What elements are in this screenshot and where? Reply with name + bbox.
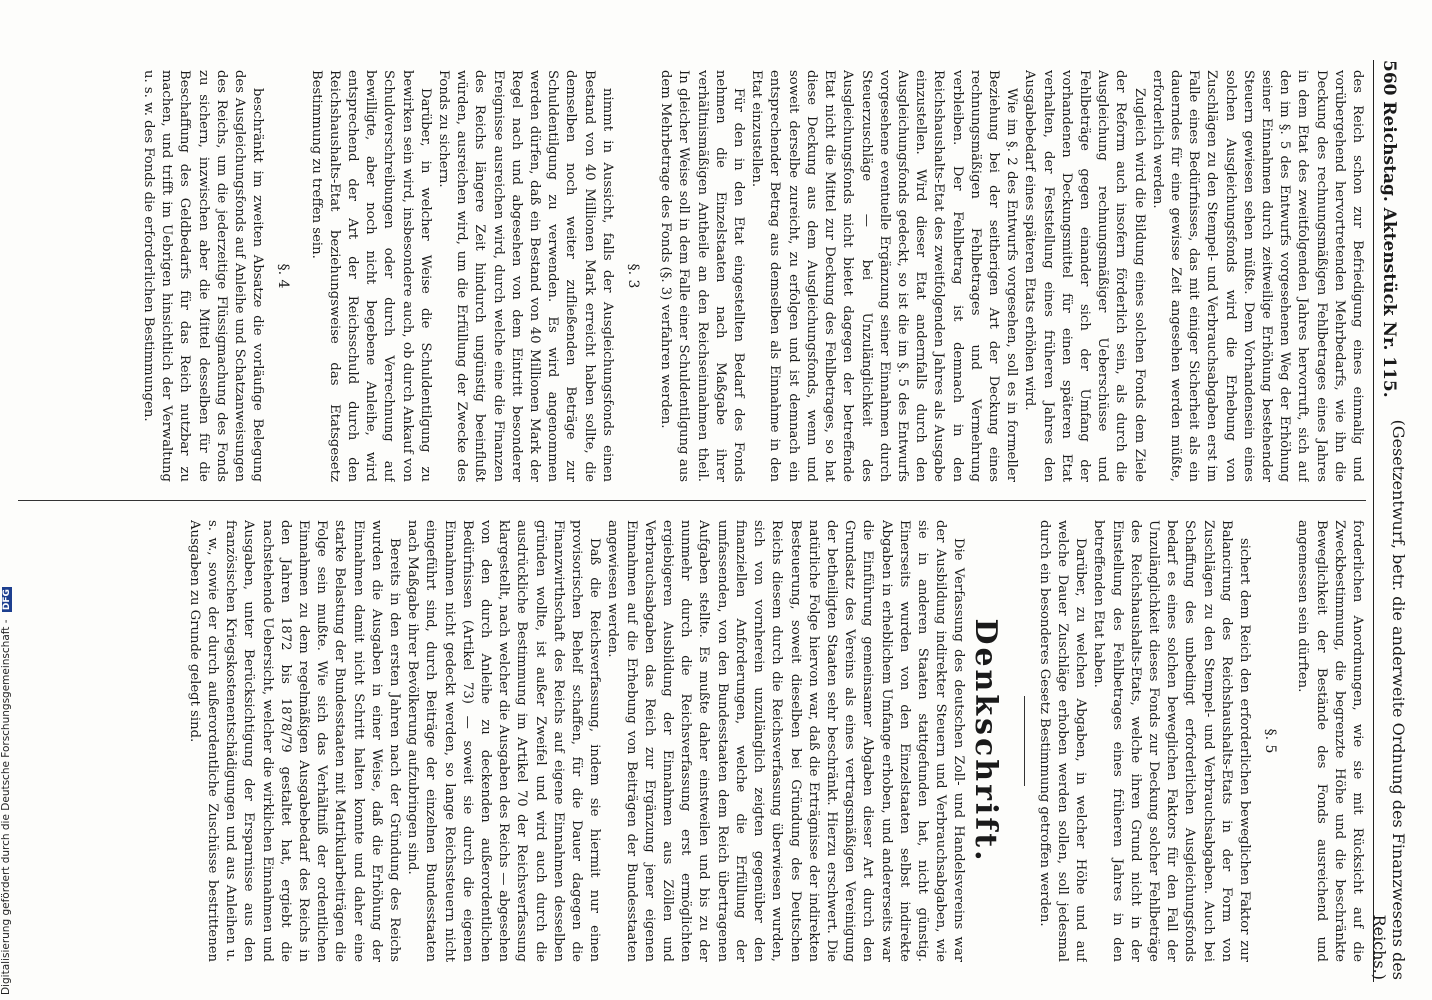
paragraph: des Reich schon zur Befriedigung eines einmalig und vorübergehend hervortretenden Mehrbedarfs, wie ihn die Deckung des rechnungsmäßigen Fehlbetrages eines Jahres in dem Etat des zweitfolgenden Jahres hervorruft, sich auf den im §. 5 des Entwurfs vorgesehenen Weg der Erhöhung seiner Einnahmen durch zeitweilige Erhöhung bestehender Steuern gewiesen sehen müßte. Dem Vorhandensein eines solchen Ausgleichungsfonds wird die Erhebung von Zuschlägen zu den Stempel- und Verbrauchsabgaben erst im Falle eines Bedürfnisses, das mit einiger Sicherheit als ein dauerndes für eine gewisse Zeit angesehen werden müßte, erforderlich werden. [1149,70,1365,482]
paragraph: Daß die Reichsverfassung, indem sie hiermit nur einen provisorischen Behelf schaffen, für die Dauer dagegen die Finanzwirthschaft des Reichs auf eigene Einnahmen desselben gründen wollte, ist außer Zweifel und wird auch durch die ausdrückliche Bestimmung im Artikel 70 der Reichsverfassung klargestellt, nach welcher die Ausgaben des Reichs — abgesehen von den durch Anleihe zu deckenden außerordentlichen Bedürfnissen (Artikel 73) — soweit sie durch die eigenen Einnahmen nicht gedeckt werden, so lange Reichssteuern nicht eingeführt sind, durch Beiträge der einzelnen Bundesstaaten nach Maßgabe ihrer Bevölkerung aufzubringen sind. [405,520,603,962]
section-heading: §. 3 [625,263,642,289]
page-header [1370,60,1408,980]
header-rule [1373,60,1374,982]
digitization-footer [2,20,22,995]
paragraph: Die Verfassung des deutschen Zoll- und Handelsvereins war der Ausbildung indirekter Steuern und Verbrauchsabgaben, wie sie in anderen Staaten stattgefunden hat, nicht günstig. Einerseits wurden von den Einzelstaaten selbst indirekte Abgaben in erheblichem Umfange erhoben, und andererseits war die Einführung gemeinsamer Abgaben dieser Art durch den Grundsatz des Vereins als eines vertragsmäßigen Vereinigung der betheiligten Staaten sehr beschränkt. Hierzu erschwert. Die natürliche Folge hiervon war, daß die Erträgnisse der indirekten Besteuerung, soweit dieselben bei Gründung des Deutschen Reichs diesem durch die Reichsverfassung überwiesen wurden, sich von vornherein unzulänglich zeigten gegenüber den finanziellen Anforderungen, welche die Erfüllung der umfassenden, von den Bundesstaaten dem Reich übertragenen Aufgaben stellte. Es mußte daher einstweilen und bis zu der nunmehr durch die Reichsverfassung erst ermöglichten ergiebigeren Ausbildung der Einnahmen aus Zöllen und Verbrauchsabgaben das Reich zur Ergänzung jener eigenen Einnahmen auf die Erhebung von Beiträgen der Bundesstaaten angewiesen werden. [605,520,967,962]
paragraph: beschränkt im zweiten Absatze die vorläufige Belegung des Ausgleichungsfonds auf Anleihe und Schatzanweisungen des Reichs, um die jederzeitige Flüssigmachung des Fonds zu sichern, inzwischen aber die Mittel desselben für die Beschaffung des Geldbedarfs für das Reich nutzbar zu machen, und trifft im Uebrigen hinsichtlich der Verwaltung u. s. w. des Fonds die erforderlichen Bestimmungen. [141,70,266,482]
section-heading: §. 5 [1262,728,1279,754]
rotated-document-page [8,0,1408,1000]
paragraph: Wie im §. 2 des Entwurfs vorgesehen, soll es in formeller Beziehung bei der seitherigen Art der Deckung eines rechnungsmäßigen Fehlbetrages und Vermehrung verbleiben. Der Fehlbetrag ist demnach in den Reichshaushalts-Etat des zweitfolgenden Jahres als Ausgabe einzustellen. Wird dieser Etat andernfalls durch den Ausgleichungsfonds gedeckt, so ist die im §. 5 des Entwurfs vorgesehene eventuelle Ergänzung seiner Einnahmen durch Steuerzuschläge — bei Unzulänglichkeit des Ausgleichungsfonds nicht bietet dagegen der betreffende Etat nicht die Mittel zur Deckung des Fehlbetrages, so hat diese Deckung aus dem Ausgleichungsfonds, wenn und soweit derselbe zureicht, zu erfolgen und ist demnach ein entsprechender Betrag aus demselben als Einnahme in den Etat einzustellen. [749,70,1020,482]
paragraph: nimmt in Aussicht, falls der Ausgleichungsfonds einen Bestand von 40 Millionen Mark erreicht haben sollte, die demselben noch weiter zufließenden Beträge zur Schuldentilgung zu verwenden. Es wird angenommen werden dürfen, daß ein Bestand von 40 Millionen Mark der Regel nach und abgesehen von dem Eintritt besonderer Ereignisse ausreichen wird, durch welche eine die Finanzen des Reichs längere Zeit hindurch ungünstig beeinflußt würden, ausreichen wird, um die Erfüllung der Zwecke des Fonds zu sichern. [436,70,615,482]
header-right: (Gesetzentwurf, betr. die anderweite Ordnung des Finanzwesens des Reichs.) [1370,419,1408,980]
text-column-right [18,520,1366,962]
text-column-left [18,70,1366,482]
section-heading: §. 4 [275,263,292,289]
footer-credit [0,20,12,995]
paragraph: Darüber, in welcher Weise die Schuldentilgung zu bewirken sein wird, insbesondere auch, ob durch Ankauf von Schuldverschreibungen oder durch Verrechnung auf bewilligte, aber noch nicht begebene Anleihe, wird entsprechend der Art der Reichsschuld durch den Reichshaushalts-Etat beziehungsweise das Etatsgesetz Bestimmung zu treffen sein. [308,70,433,482]
dfg-logo: DFG [2,589,12,611]
footer-text: Digitalisierung gefördert durch die Deutsche Forschungsgemeinschaft - [0,619,12,995]
paragraph: Zugleich wird die Bildung eines solchen Fonds dem Ziele der Reform auch insofern förderlich sein, als durch die Ausgleichung rechnungsmäßiger Ueberschüsse und Fehlbeträge gegen einander sich der Umfang der vorhandenen Deckungsmittel für einen späteren Etat verhalten, der Feststellung eines früheren Jahres den Ausgabebedarf eines späteren Etats erhöhen wird. [1022,70,1147,482]
column-divider [18,500,1366,501]
paragraph: sichert dem Reich den erforderlichen beweglichen Faktor zur Balancirung des Reichshaushalts-Etats in der Form von Zuschlägen zu den Stempel- und Verbrauchsabgaben. Auch bei Schaffung des unbedingt erforderlichen Ausgleichungsfonds bedarf es eines solchen beweglichen Faktors für den Fall der Unzulänglichkeit dieses Fonds zur Deckung solcher Fehlbeträge des Reichshaushalts-Etats, welche ihren Grund nicht in der Einstellung des Fehlbetrages eines früheren Jahres in den betreffenden Etat haben. [1091,520,1252,962]
paragraph: Darüber, zu welchen Abgaben, in welcher Höhe und auf welche Dauer Zuschläge erhoben werden sollen, soll jedesmal durch ein besonderes Gesetz Bestimmung getroffen werden. [1036,520,1089,962]
divider-rule [1024,696,1025,786]
document-title: Denkschrift. [967,618,1003,864]
paragraph: forderlichen Anordnungen, wie sie mit Rücksicht auf die Zweckbestimmung, die begrenzte Höhe und die beschränkte Beweglichkeit der Bestände des Fonds ausreichend und angemessen sein dürften. [1295,520,1365,962]
header-left: 560 Reichstag. Aktenstück Nr. 115. [1379,60,1399,398]
paragraph: Bereits in den ersten Jahren nach der Gründung des Reichs wurden die Ausgaben in einer Weise, daß die Erhöhung der Einnahmen damit nicht Schritt halten konnte und daher eine starke Belastung der Bundesstaaten mit Matrikularbeiträgen die Folge sein mußte. Wie sich das Verhältniß der ordentlichen Einnahmen zu dem regelmäßigen Ausgabebedarf des Reichs in den Jahren 1872 bis 1878/79 gestaltet hat, ergiebt die nachstehende Uebersicht, welcher die wirklichen Einnahmen und Ausgaben, unter Berücksichtigung der Ersparnisse aus den französischen Kriegskostenentschädigungen und aus Anleihen u. s. w., sowie der durch außerordentliche Zuschüsse bestrittenen Ausgaben zu Grunde gelegt sind. [186,520,403,962]
paragraph: Für den in den Etat eingestellten Bedarf des Fonds nehmen die Einzelstaaten nach Maßgabe ihrer verhältnismäßigen Antheile an den Reichseinnahmen theil. In gleicher Weise soll in dem Falle einer Schuldentilgung aus dem Mehrbetrage des Fonds (§. 3) verfahren werden. [658,70,747,482]
